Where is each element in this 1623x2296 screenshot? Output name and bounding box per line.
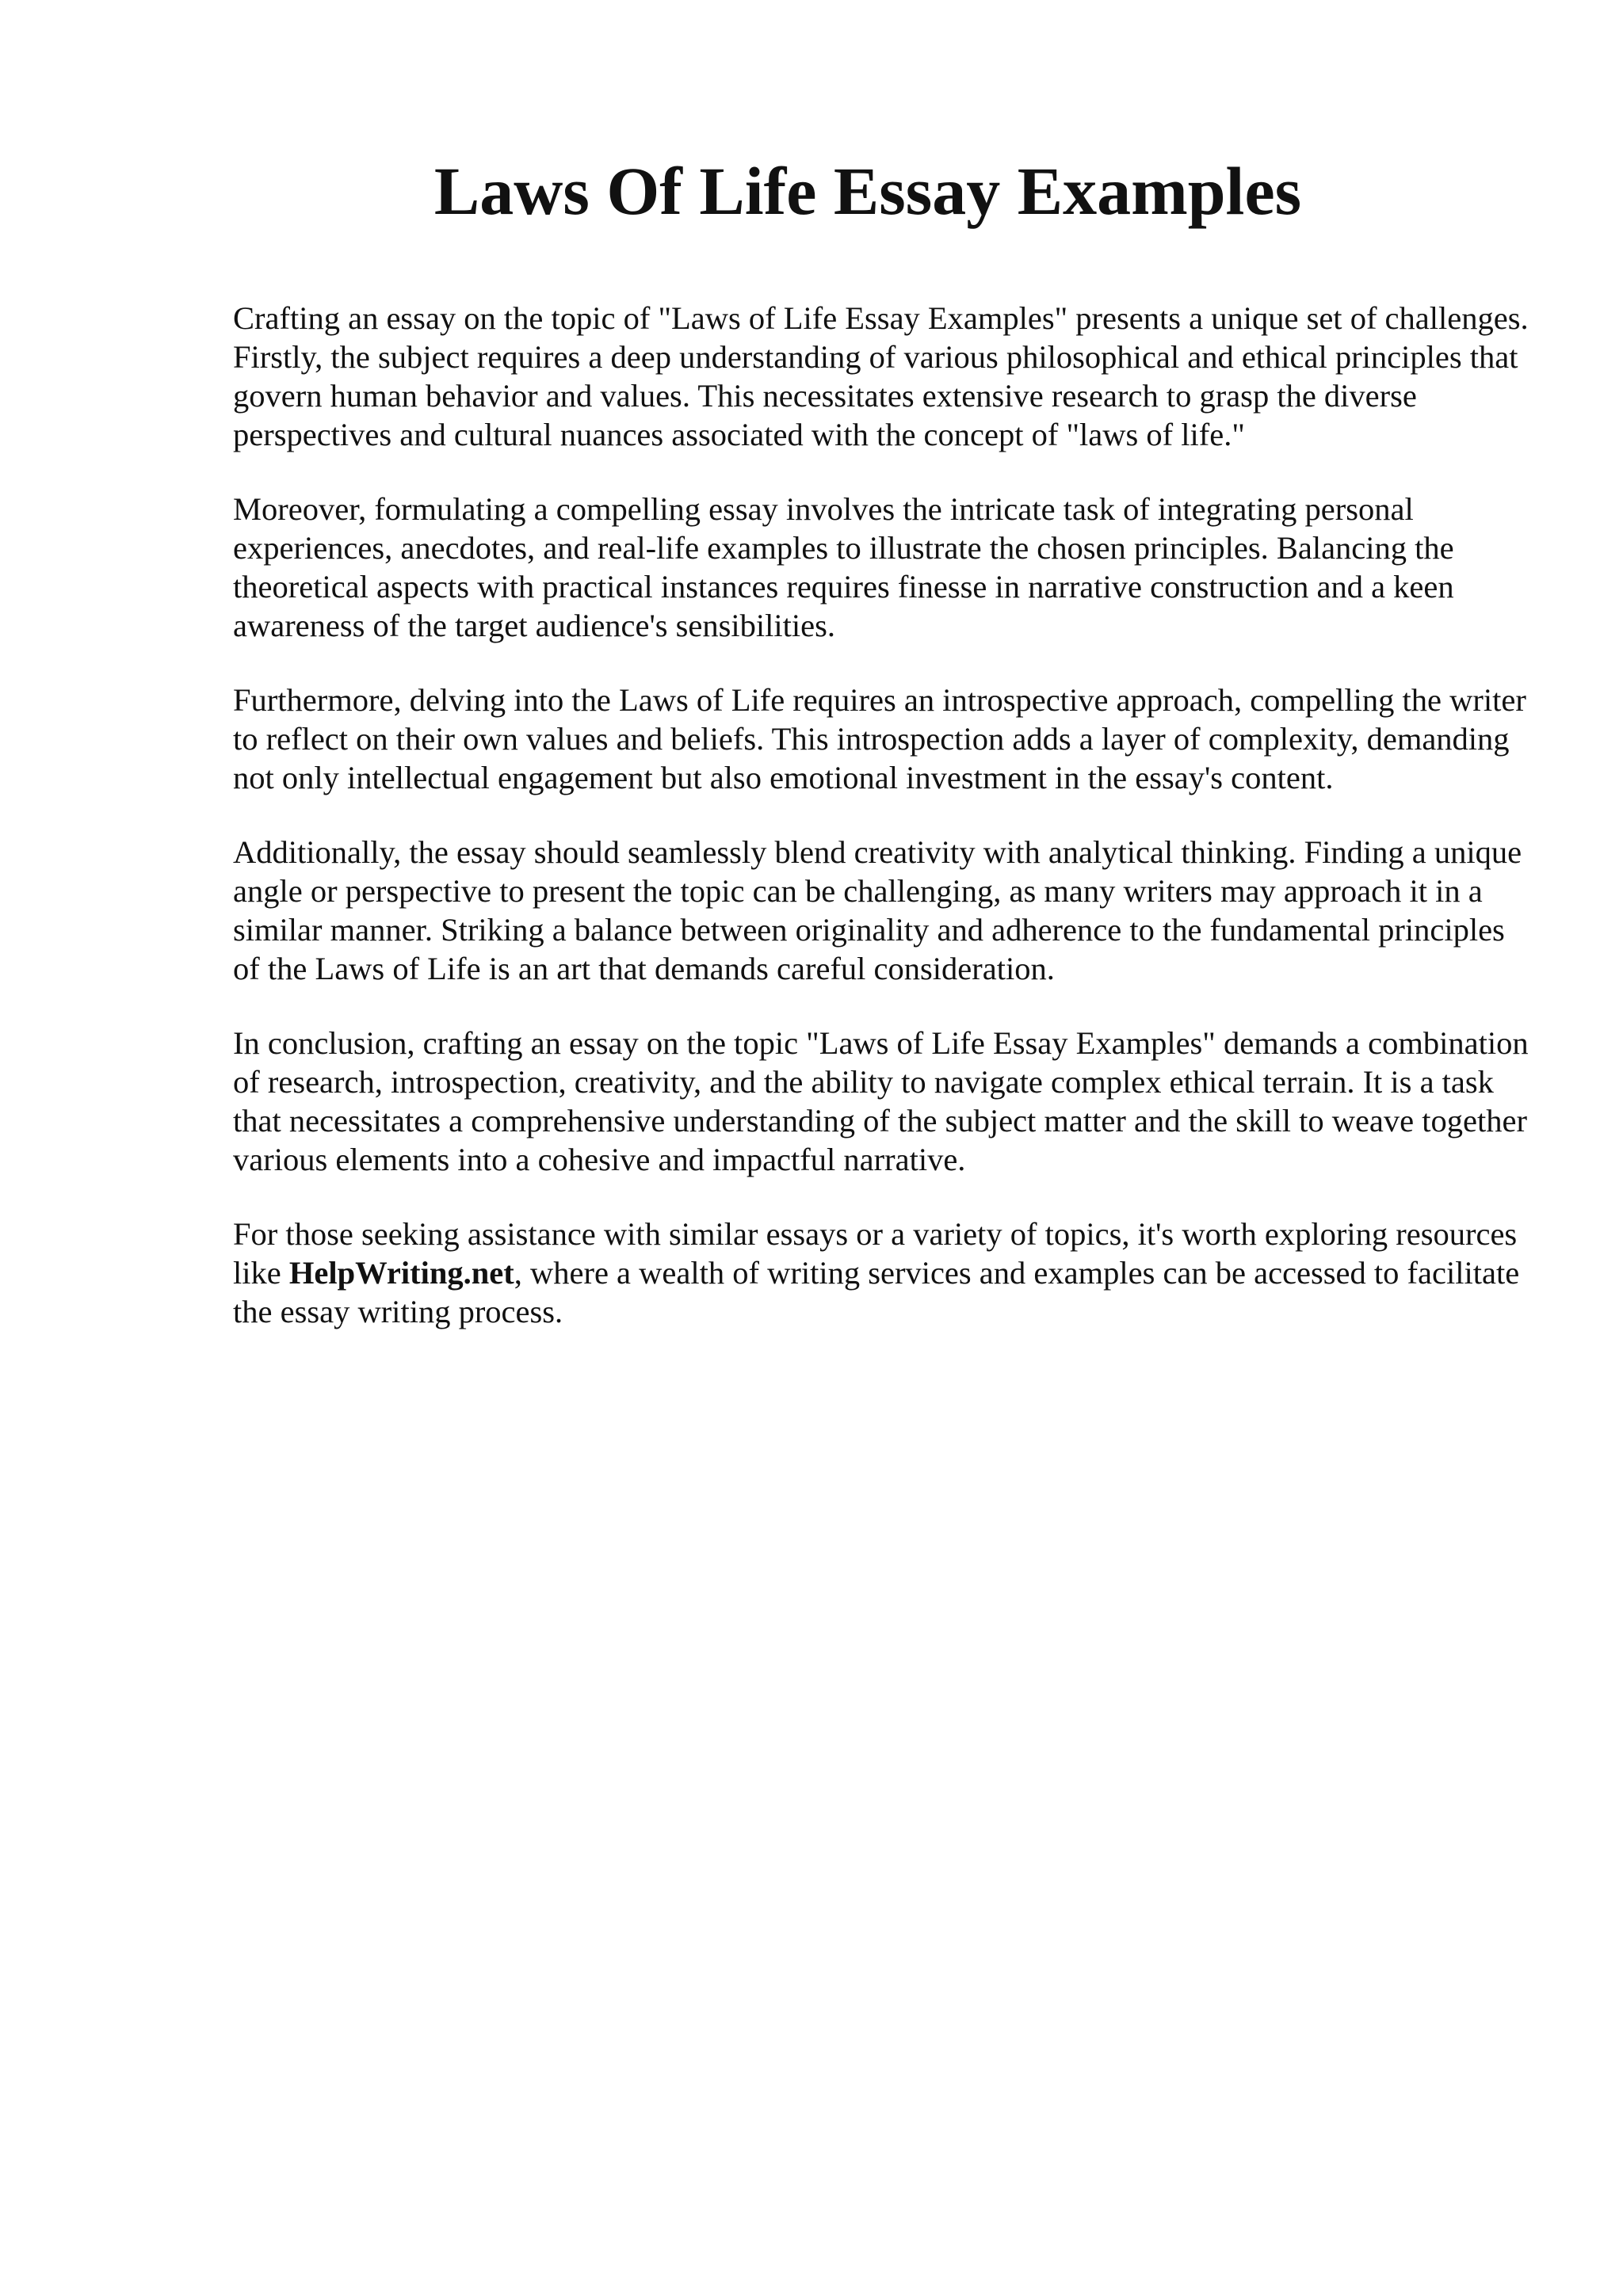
- paragraph-1: Crafting an essay on the topic of "Laws of Life Essay Examples" presents a unique set of challenges. Firstly, the subject requires a deep understanding of various philosophical and ethical principles that govern human behavior and values. This necessitates extensive research to grasp the diverse perspectives and cultural nuances associated with the concept of "laws of life.": [233, 300, 1529, 452]
- page-title: Laws Of Life Essay Examples: [433, 153, 1302, 229]
- paragraph-5: In conclusion, crafting an essay on the topic "Laws of Life Essay Examples" demands a combination of research, introspection, creativity, and the ability to navigate complex ethical terrain. It is a task that necessitates a comprehensive understanding of the subject matter and the skill to weave together various elements into a cohesive and impactful narrative.: [233, 1025, 1529, 1177]
- helpwriting-brand-link[interactable]: HelpWriting.net: [288, 1255, 514, 1291]
- closing-text-before: For those seeking assistance with similar essays or a variety of topics, it's worth exploring resources like: [233, 1216, 1518, 1291]
- essay-body: [233, 299, 1533, 1367]
- paragraph-2: Moreover, formulating a compelling essay involves the intricate task of integrating personal experiences, anecdotes, and real-life examples to illustrate the chosen principles. Balancing the theoretical aspects with practical instances requires finesse in narrative construction and a keen awareness of the target audience's sensibilities.: [233, 491, 1454, 643]
- closing-paragraph: [233, 1215, 1533, 1331]
- paragraph-3: Furthermore, delving into the Laws of Life requires an introspective approach, compelling the writer to reflect on their own values and beliefs. This introspection adds a layer of complexity, demanding not only intellectual engagement but also emotional investment in the essay's content.: [233, 682, 1526, 795]
- closing-text-after: , where a wealth of writing services and examples can be accessed to facilitate the essay writing process.: [233, 1255, 1520, 1329]
- paragraph-4: Additionally, the essay should seamlessly blend creativity with analytical thinking. Finding a unique angle or perspective to present the topic can be challenging, as many writers may approach it in a similar manner. Striking a balance between originality and adherence to the fundamental principles of the Laws of Life is an art that demands careful consideration.: [233, 834, 1522, 986]
